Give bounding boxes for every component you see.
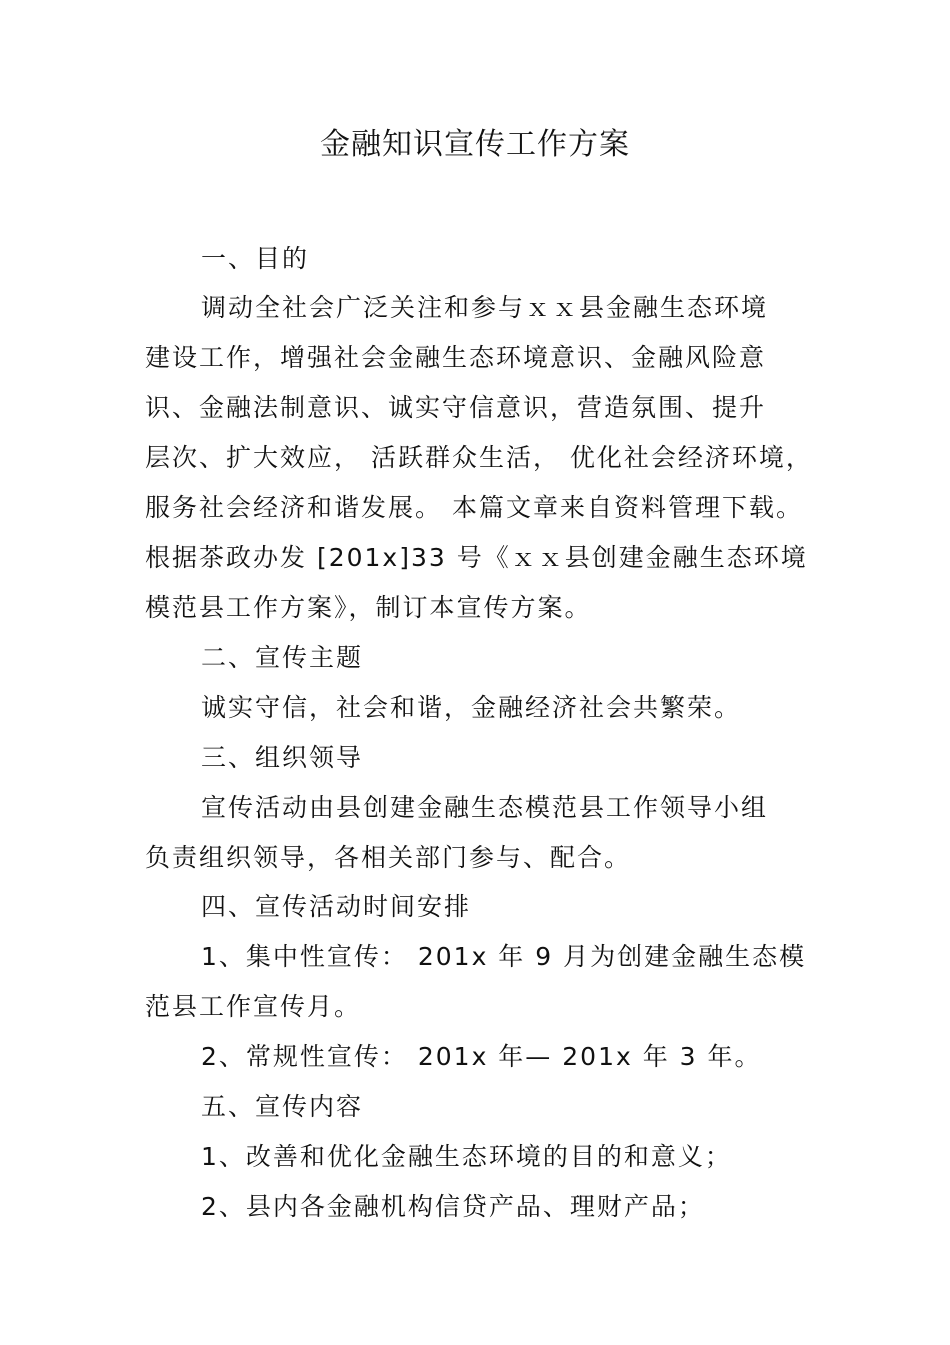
paragraph-line: 层次、扩大效应， 活跃群众生活， 优化社会经济环境， — [145, 443, 813, 472]
paragraph-line: 服务社会经济和谐发展。 本篇文章来自资料管理下载。 — [145, 493, 803, 522]
section-heading-schedule: 四、宣传活动时间安排 — [201, 892, 472, 921]
paragraph-line: 识、金融法制意识、诚实守信意识，营造氛围、提升 — [145, 393, 767, 422]
paragraph-line: 建设工作，增强社会金融生态环境意识、金融风险意 — [145, 343, 767, 372]
section-heading-content: 五、宣传内容 — [201, 1092, 364, 1121]
list-item: 2、常规性宣传： 201x 年— 201x 年 3 年。 — [201, 1042, 762, 1071]
paragraph-line: 根据茶政办发 [201x]33 号《ｘｘ县创建金融生态环境 — [145, 543, 808, 572]
list-item: 1、改善和优化金融生态环境的目的和意义； — [201, 1142, 732, 1171]
document-title: 金融知识宣传工作方案 — [320, 127, 630, 162]
paragraph-line: 负责组织领导，各相关部门参与、配合。 — [145, 843, 632, 872]
paragraph-line: 模范县工作方案》，制订本宣传方案。 — [145, 593, 592, 622]
section-heading-theme: 二、宣传主题 — [201, 643, 364, 672]
paragraph-line: 范县工作宣传月。 — [145, 992, 362, 1021]
paragraph-line: 诚实守信，社会和谐，金融经济社会共繁荣。 — [201, 693, 742, 722]
list-item: 2、县内各金融机构信贷产品、理财产品； — [201, 1192, 705, 1221]
paragraph-line: 调动全社会广泛关注和参与ｘｘ县金融生态环境 — [201, 293, 769, 322]
section-heading-purpose: 一、目的 — [201, 244, 310, 273]
paragraph-line: 宣传活动由县创建金融生态模范县工作领导小组 — [201, 793, 769, 822]
section-heading-leadership: 三、组织领导 — [201, 743, 364, 772]
list-item: 1、集中性宣传： 201x 年 9 月为创建金融生态模 — [201, 942, 807, 971]
